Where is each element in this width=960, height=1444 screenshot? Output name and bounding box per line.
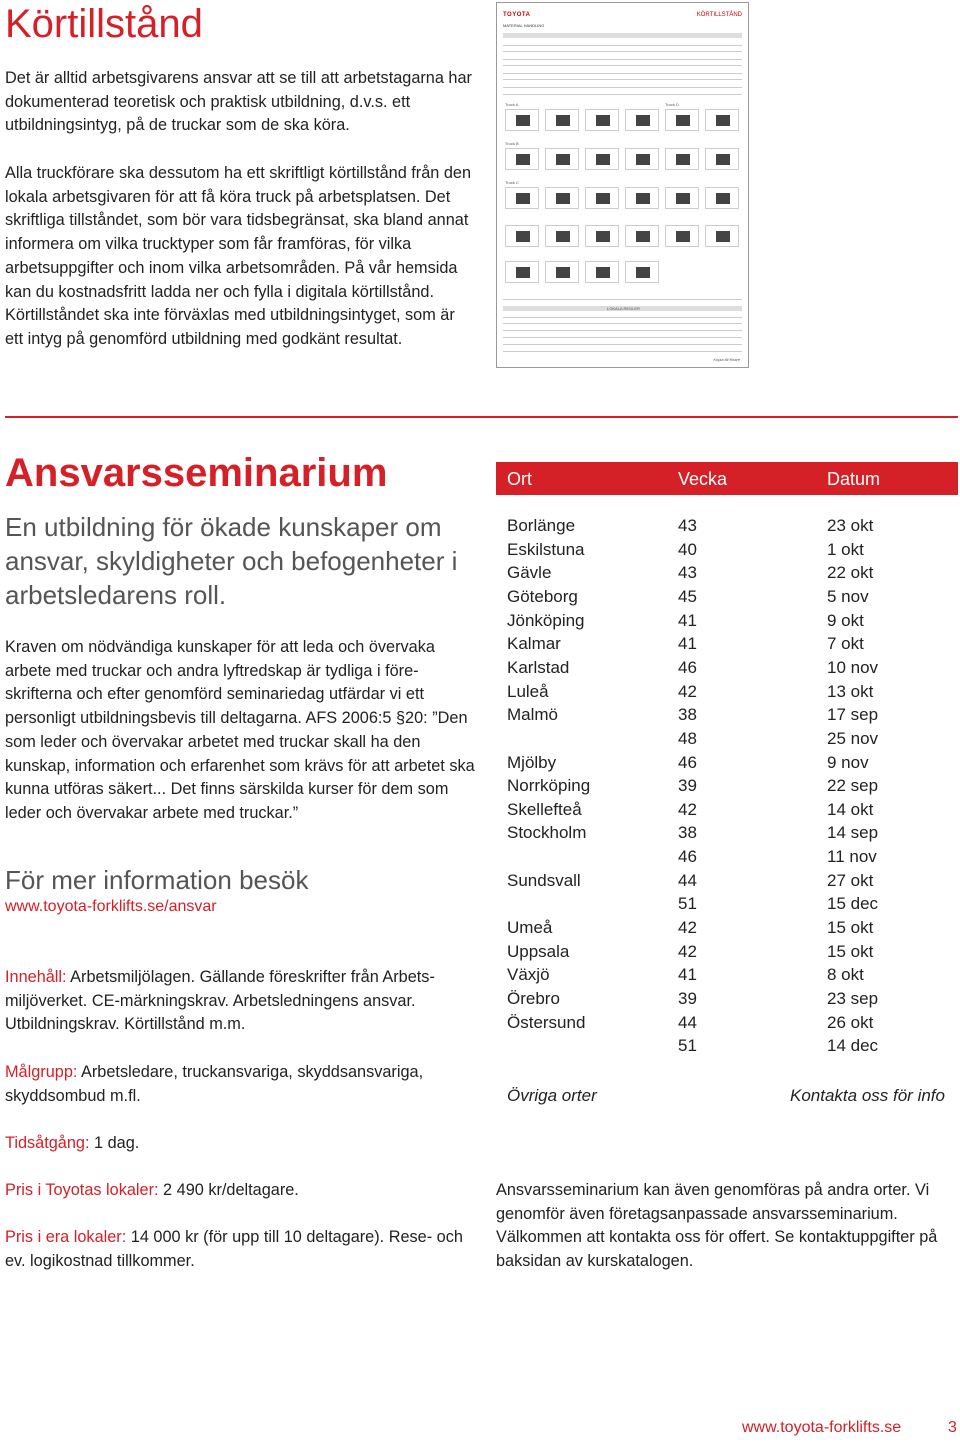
row-city: Örebro [507, 989, 560, 1008]
truck-icon [585, 187, 619, 209]
form-signature-note: Kopia till förare [713, 357, 740, 362]
row-city: Sundsvall [507, 870, 581, 890]
table-row [496, 965, 958, 989]
truck-icon [705, 187, 739, 209]
form-line [503, 73, 742, 74]
row-week: 38 [678, 823, 697, 843]
row-date: 11 nov [827, 847, 877, 867]
row-week: 46 [678, 752, 697, 772]
truck-icon [705, 148, 739, 170]
table-row [496, 753, 958, 777]
truck-icon [505, 109, 539, 131]
row-date: 15 okt [827, 918, 874, 938]
footer-url[interactable]: www.toyota-forklifts.se [742, 1419, 902, 1436]
content-paragraph [5, 966, 475, 1037]
page-title: Körtillstånd [5, 2, 203, 46]
row-week: 42 [678, 941, 697, 961]
price-own-paragraph [5, 1226, 475, 1273]
row-city: Kalmar [507, 634, 561, 654]
truck-icon [665, 187, 699, 209]
content-text: Arbetsmiljölagen. Gällande föreskrifter från Arbetsmiljöverket. CE-märkningskrav. Arbetsledningens ansvar. Utbildningskrav. Körtillstånd m.m. [5, 968, 435, 1034]
row-date: 25 nov [827, 728, 879, 748]
page-number: 3 [948, 1419, 957, 1436]
price-toyota-text: 2 490 kr/deltagare. [158, 1181, 299, 1199]
truck-icon [625, 187, 659, 209]
form-section-truck-a: Truck A [505, 102, 519, 107]
truck-icon [665, 109, 699, 131]
row-week: 51 [678, 1036, 697, 1056]
truck-icon [665, 225, 699, 247]
row-city: Östersund [507, 1012, 586, 1032]
header-date: Datum [827, 469, 881, 489]
time-label: Tidsåtgång: [5, 1134, 90, 1152]
table-row [496, 776, 958, 800]
seminar-subtitle: En utbildning för ökade kunskaper om ansvar, skyldigheter och befogenheter i arbetsledarens roll. [5, 512, 458, 610]
row-city: Umeå [507, 918, 553, 938]
truck-icon [545, 109, 579, 131]
row-date: 8 okt [827, 965, 864, 985]
form-line [503, 65, 742, 66]
table-row [496, 516, 958, 540]
license-form-thumbnail [496, 2, 749, 368]
row-week: 41 [678, 610, 697, 630]
intro-paragraph: Det är alltid arbetsgivarens ansvar att se till att arbetstagarna har dokumenterad teoretisk och praktisk utbildning, d.v.s. ett utbildningsintyg, på de truckar som de ska köra. [5, 69, 472, 135]
truck-icon [585, 109, 619, 131]
seminar-body: Kraven om nödvändiga kunskaper för att leda och övervaka arbete med truckar och andra lyftredskap är tydliga i föreskrifterna och efter genomförd seminariedag utfärdar vi ett personligt utbildningsbevis till deltagarna. AFS 2006:5 §20: ”Den som leder och övervakar arbetet med truckar skall ha den kunskap, information och erfarenhet som krävs för att arbetet ska kunna utföras säkert... Det finns särskilda kurser för dem som leder och övervakar arbete med truckar.” [5, 638, 475, 822]
row-city: Norrköping [507, 776, 591, 796]
form-line [503, 317, 742, 318]
row-city: Malmö [507, 705, 559, 725]
header-week: Vecka [678, 469, 728, 489]
truck-icon [705, 109, 739, 131]
table-row [496, 611, 958, 635]
truck-icon [625, 148, 659, 170]
row-week: 46 [678, 847, 697, 867]
row-date: 9 okt [827, 610, 864, 630]
row-week: 43 [678, 563, 697, 583]
table-row [496, 918, 958, 942]
row-week: 39 [678, 776, 697, 796]
row-week: 40 [678, 539, 697, 559]
row-week: 41 [678, 965, 697, 985]
row-date: 5 nov [827, 586, 869, 606]
row-date: 10 nov [827, 657, 879, 677]
form-section-rules: LOKALA REGLER [607, 306, 640, 311]
more-info-heading: För mer information besök [5, 865, 309, 895]
row-date: 1 okt [827, 539, 864, 559]
table-row [496, 729, 958, 753]
form-line [503, 351, 742, 352]
truck-icon [585, 148, 619, 170]
truck-icon [705, 225, 739, 247]
row-date: 23 sep [827, 989, 879, 1008]
form-line [503, 45, 742, 46]
form-section-truck-b: Truck B [505, 141, 519, 146]
table-row [496, 989, 958, 1013]
header-city: Ort [507, 469, 532, 489]
price-own-label: Pris i era lokaler: [5, 1228, 127, 1246]
table-row [496, 847, 958, 871]
form-title: KÖRTILLSTÅND [696, 12, 742, 18]
row-week: 42 [678, 799, 697, 819]
form-line [503, 59, 742, 60]
table-row [496, 658, 958, 682]
license-paragraph: Alla truckförare ska dessutom ha ett skriftligt körtillstånd från den lokala arbetsgivaren för att få köra truck på arbetsplatsen. Det skriftliga tillståndet, som bör vara tidsbegränsat, ska bland annat informera om vilka trucktyper som får framföras, för vilka arbetsuppgifter och inom vilka arbetsområden. På vår hemsida kan du kostnadsfritt ladda ner och fylla i digitala körtillstånd. Körtillståndet ska inte förväxlas med utbildningsintyget, som är ett intyg på genomförd utbildning med godkänt resultat. [5, 164, 472, 348]
truck-icon [505, 261, 539, 283]
table-row [496, 634, 958, 658]
row-date: 15 dec [827, 894, 879, 914]
truck-icon [545, 148, 579, 170]
form-line [503, 94, 742, 95]
row-date: 17 sep [827, 705, 879, 725]
row-city: Gävle [507, 563, 552, 583]
row-city: Borlänge [507, 516, 576, 535]
table-row [496, 705, 958, 729]
row-date: 22 sep [827, 776, 879, 796]
truck-icon [585, 261, 619, 283]
row-date: 14 okt [827, 799, 874, 819]
row-city: Eskilstuna [507, 539, 585, 559]
time-text: 1 dag. [89, 1134, 140, 1152]
table-row [496, 800, 958, 824]
truck-icon [585, 225, 619, 247]
truck-icon [625, 261, 659, 283]
table-row [496, 1013, 958, 1037]
truck-icon [505, 187, 539, 209]
target-paragraph [5, 1061, 475, 1108]
form-line [503, 337, 742, 338]
form-line [503, 330, 742, 331]
form-line [503, 323, 742, 324]
row-city: Luleå [507, 681, 549, 701]
price-toyota-label: Pris i Toyotas lokaler: [5, 1181, 159, 1199]
row-date: 14 sep [827, 823, 879, 843]
form-division: MATERIAL HANDLING [503, 23, 545, 28]
row-week: 44 [678, 870, 697, 890]
other-places-label: Övriga orter [507, 1086, 597, 1105]
form-section-truck-c: Truck C [505, 180, 519, 185]
contact-info-label: Kontakta oss för info [790, 1086, 945, 1105]
row-city: Skellefteå [507, 799, 582, 819]
row-date: 15 okt [827, 941, 874, 961]
row-date: 9 nov [827, 752, 869, 772]
row-week: 41 [678, 634, 697, 654]
table-row [496, 1036, 958, 1060]
truck-icon [505, 148, 539, 170]
form-line [503, 79, 742, 80]
row-week: 43 [678, 516, 697, 535]
row-date: 26 okt [827, 1012, 874, 1032]
row-week: 46 [678, 657, 697, 677]
row-city: Växjö [507, 965, 550, 985]
row-week: 42 [678, 681, 697, 701]
price-own-text: 14 000 kr (för upp till 10 deltagare). Rese- och ev. logikostnad tillkommer. [5, 1228, 463, 1270]
form-line [503, 87, 742, 88]
form-line [503, 299, 742, 300]
row-week: 42 [678, 918, 697, 938]
truck-icon [545, 261, 579, 283]
row-city: Göteborg [507, 586, 578, 606]
table-row [496, 894, 958, 918]
row-date: 13 okt [827, 681, 874, 701]
row-date: 14 dec [827, 1036, 879, 1056]
section-divider [5, 416, 958, 418]
form-header-bar [503, 33, 742, 38]
row-city: Karlstad [507, 657, 570, 677]
custom-seminar-paragraph: Ansvarsseminarium kan även genomföras på andra orter. Vi genomför även företagsanpassade ansvarsseminarium. Välkommen att kontakta oss för offert. Se kontaktuppgifter på baksidan av kurskatalogen. [496, 1181, 938, 1271]
more-info-link[interactable]: www.toyota-forklifts.se/ansvar [5, 898, 217, 915]
price-toyota-paragraph [5, 1179, 299, 1203]
row-week: 39 [678, 989, 697, 1008]
row-week: 38 [678, 705, 697, 725]
table-row [496, 587, 958, 611]
truck-icon [665, 148, 699, 170]
row-date: 22 okt [827, 563, 874, 583]
row-week: 48 [678, 728, 697, 748]
table-row [496, 823, 958, 847]
row-city: Mjölby [507, 752, 557, 772]
form-section-truck-d: Truck D [665, 102, 679, 107]
table-row [496, 563, 958, 587]
schedule-header [496, 462, 958, 495]
row-city: Uppsala [507, 941, 570, 961]
seminar-title: Ansvarsseminarium [5, 451, 388, 495]
form-line [503, 344, 742, 345]
target-text: Arbetsledare, truckansvariga, skyddsansvariga, skyddsombud m.fl. [5, 1063, 424, 1105]
table-row [496, 540, 958, 564]
row-date: 23 okt [827, 516, 874, 535]
target-label: Målgrupp: [5, 1063, 78, 1081]
row-date: 27 okt [827, 870, 874, 890]
time-paragraph [5, 1132, 139, 1156]
truck-icon [545, 187, 579, 209]
row-week: 44 [678, 1012, 697, 1032]
row-city: Stockholm [507, 823, 587, 843]
row-date: 7 okt [827, 634, 864, 654]
truck-icon [545, 225, 579, 247]
table-row [496, 871, 958, 895]
table-row [496, 942, 958, 966]
row-city: Jönköping [507, 610, 585, 630]
form-line [503, 51, 742, 52]
truck-icon [625, 225, 659, 247]
toyota-logo: TOYOTA [503, 12, 531, 18]
row-week: 45 [678, 586, 697, 606]
content-label: Innehåll: [5, 968, 67, 986]
row-week: 51 [678, 894, 697, 914]
truck-icon [505, 225, 539, 247]
table-row [496, 682, 958, 706]
truck-icon [625, 109, 659, 131]
